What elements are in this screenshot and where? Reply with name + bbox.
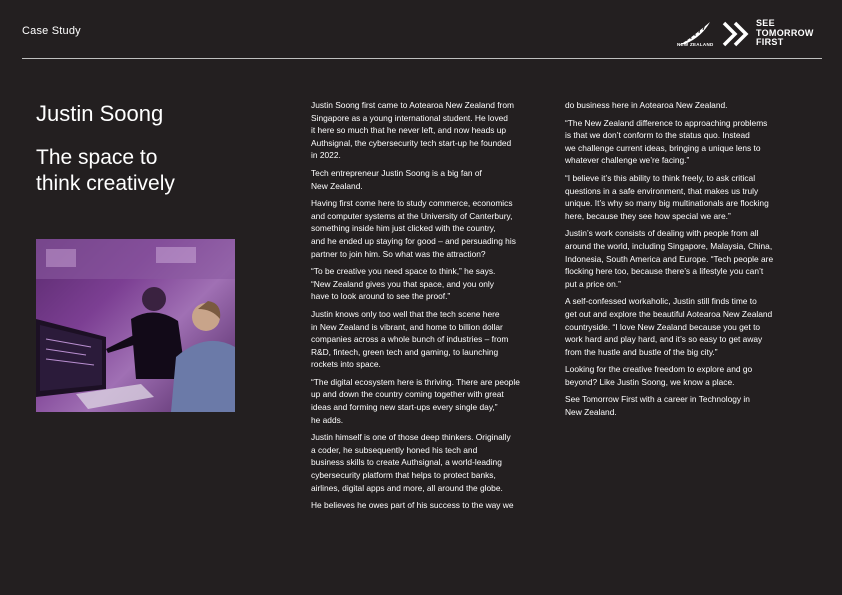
paragraph: See Tomorrow First with a career in Technology in New Zealand. [565,394,750,418]
body-column-right [565,99,808,424]
new-zealand-logo-text: NEW ZEALAND [677,42,714,47]
brand-line-3: FIRST [756,37,784,47]
paragraph: Justin knows only too well that the tech scene here in New Zealand is vibrant, and home to billion dollar companies across a whole bunch of industries – from R&D, fintech, green tech and gaming, to launching rockets into space. [311,308,509,370]
article-headline: The space to think creatively [36,146,175,195]
brand-line-2: TOMORROW [756,27,814,38]
paragraph: Tech entrepreneur Justin Soong is a big fan of New Zealand. [311,167,482,191]
paragraph: “The digital ecosystem here is thriving. There are people up and down the country coming together with great ideas and forming new start-ups every single day,” he adds. [311,376,520,425]
paragraph: Justin’s work consists of dealing with people from all around the world, including Singapore, Malaysia, China, Indonesia, South America and Europe. “Tech people are flocking here too, because there’s a lifestyle you can’t put a price on.” [565,228,774,289]
paragraph: A self-confessed workaholic, Justin still finds time to get out and explore the beautiful Aotearoa New Zealand countryside. “I love New Zealand because you get to work hard and play hard, and it’s so easy to get away from the hustle and bustle of the big city.” [565,296,773,357]
chevrons-logo-icon [722,20,752,48]
paragraph: “The New Zealand difference to approaching problems is that we don’t conform to the status quo. Instead we challenge current ideas, bringing a unique lens to whatever challenge we’re facing.” [565,117,768,166]
person-name: Justin Soong [36,101,164,126]
paragraph: Justin himself is one of those deep thinkers. Originally a coder, he subsequently honed his tech and business skills to create Authsignal, a world-leading cybersecurity platform that helps to protect banks, airlines, digital apps and more, all around the globe. [311,432,511,493]
case-study-label: Case Study [22,25,81,37]
paragraph: He believes he owes part of his success to the way we [311,500,514,511]
paragraph: “I believe it’s this ability to think freely, to ask critical questions in a safe environment, that makes us truly unique. It’s why so many big multinationals are flocking here, because they see how special we are.” [565,172,769,221]
paragraph: Justin Soong first came to Aotearoa New Zealand from Singapore as a young international student. He loved it here so much that he never left, and now heads up Authsignal, the cybersecurity tech start-up he founded in 2022. [311,100,514,161]
body-column-left [311,99,554,517]
paragraph: do business here in Aotearoa New Zealand. [565,100,728,110]
paragraph: Having first come here to study commerce, economics and computer systems at the University of Canterbury, something inside him just clicked with the country, and he ended up staying for good – and persuading his partner to join him. So what was the attraction? [311,198,516,259]
paragraph: Looking for the creative freedom to explore and go beyond? Like Justin Soong, we know a place. [565,364,753,387]
see-tomorrow-first-logo [756,19,814,48]
paragraph: “To be creative you need space to think,” he says. “New Zealand gives you that space, and you only have to look around to see the proof.” [311,266,496,302]
brand-line-1: SEE [756,18,775,28]
people-at-computer-photo [36,239,235,412]
header-divider [22,58,822,59]
